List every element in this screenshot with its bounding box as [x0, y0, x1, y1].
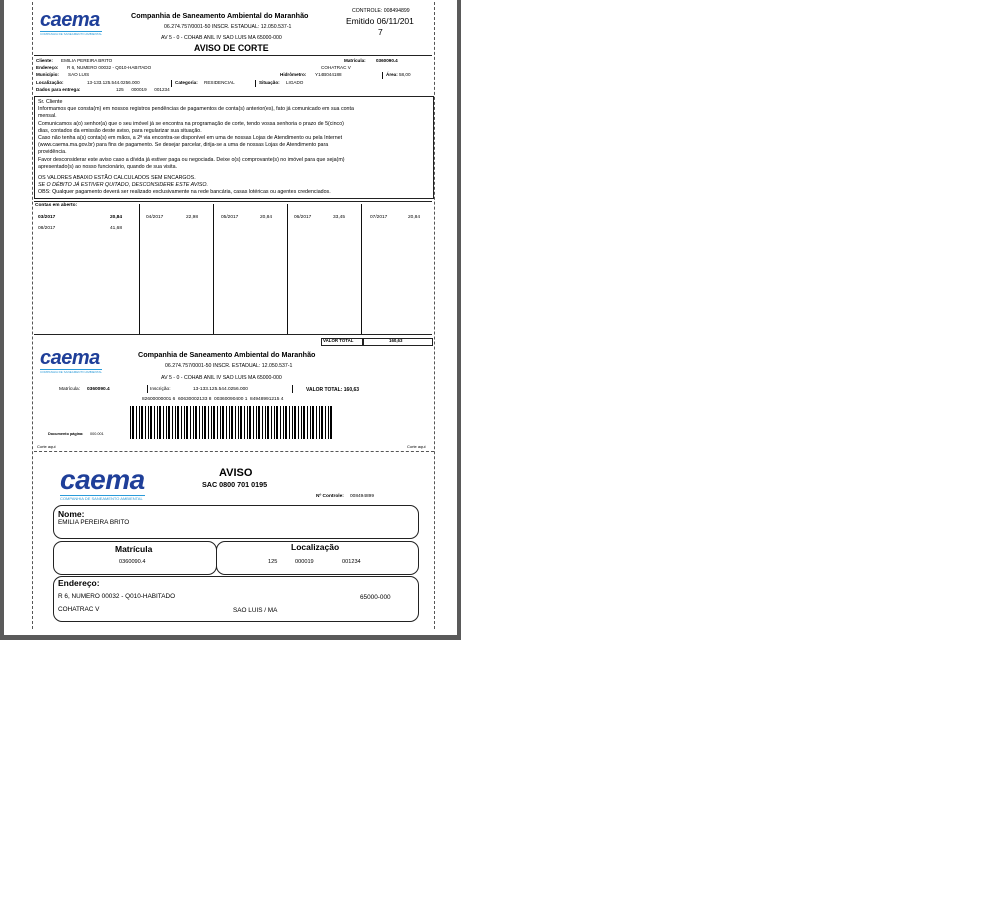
bills-col-divider: [213, 204, 214, 334]
bill-month: 06/2017: [294, 215, 312, 220]
loc-value-b: 000019: [295, 559, 314, 565]
bills-col-divider: [361, 204, 362, 334]
notice-cep: 65000-000: [360, 594, 391, 601]
nome-value: EMILIA PEREIRA BRITO: [58, 519, 130, 526]
caema-logo: [40, 347, 102, 374]
bill-month: 03/2017: [38, 215, 56, 220]
barcode-digits: 82600000001 6 60630002133 8 00360090400 1 84948991215 4: [142, 397, 284, 402]
notice-cidade: SAO LUIS / MA: [233, 607, 278, 614]
municipio-value: SAO LUIS: [68, 72, 90, 77]
bill-value: 41,68: [110, 226, 123, 231]
matricula-value: 0360090.4: [376, 58, 398, 63]
notice-controle-value: 008494899: [350, 494, 375, 499]
hidrometro-value: Y14B044188: [315, 72, 342, 77]
page-title: AVISO DE CORTE: [194, 43, 269, 53]
area-separator: [382, 72, 383, 79]
bill-value: 22,98: [186, 215, 199, 220]
message-line: Comunicamos a(o) senhor(a) que o seu imóvel já se encontra na programação de corte, tendo vossa senhoria o prazo de 5(cinco): [38, 120, 344, 127]
stub-company-address: AV 5 - 0 - COHAB ANIL IV SAO LUIS MA 65000-000: [161, 375, 282, 381]
stub-total: VALOR TOTAL: 160,63: [306, 387, 360, 393]
message-line: SE O DÉBITO JÁ ESTIVER QUITADO, DESCONSIDERE ESTE AVISO.: [38, 182, 209, 189]
total-label: VALOR TOTAL: [323, 338, 354, 343]
situacao-value: LIGADO: [286, 80, 304, 85]
notice-controle-label: Nº Controle:: [316, 494, 344, 499]
logo-subtext: COMPANHIA DE SANEAMENTO AMBIENTAL: [40, 370, 103, 374]
cliente-label: Cliente:: [36, 58, 53, 63]
categoria-separator: [171, 80, 172, 87]
bills-col-divider: [139, 204, 140, 334]
controle-number: CONTROLE: 008494899: [352, 8, 410, 14]
endereco-label: Endereço:: [36, 65, 59, 70]
municipio-label: Município:: [36, 72, 59, 77]
localizacao-value: 13-133.125.544.0256.000: [87, 80, 140, 85]
documento-value: 000.001: [90, 432, 104, 436]
categoria-label: Categoria:: [175, 80, 198, 85]
header-divider: [34, 55, 432, 56]
endereco-value: R 6, NUMERO 00032 - Q010-HABITADO: [67, 65, 152, 70]
stub-separator: [292, 385, 293, 393]
categoria-value: RESIDENCIAL: [204, 80, 235, 85]
bill-month: 07/2017: [370, 215, 388, 220]
logo-subtext: COMPANHIA DE SANEAMENTO AMBIENTAL: [40, 32, 103, 36]
bill-value: 20,84: [260, 215, 273, 220]
company-cnpj: 06.274.757/0001-50 INSCR. ESTADUAL: 12.050.537-1: [164, 24, 292, 30]
stub-matricula-label: Matrícula:: [59, 387, 81, 392]
situacao-label: Situação:: [259, 80, 280, 85]
stub-matricula-value: 0360090.4: [87, 387, 110, 392]
message-line: Informamos que consta(m) em nossos registros pendências de pagamentos de conta(s) anterior(es), fato já comunicado em sua conta: [38, 106, 354, 113]
bill-value: 20,84: [110, 215, 123, 220]
area-value: 58,00: [399, 72, 411, 77]
area-label: Área:: [386, 72, 398, 77]
message-line: OS VALORES ABAIXO ESTÃO CALCULADOS SEM ENCARGOS.: [38, 175, 196, 182]
document-viewer: [0, 0, 461, 640]
logo-subtext: COMPANHIA DE SANEAMENTO AMBIENTAL: [60, 496, 143, 501]
right-dashed-border: [434, 2, 435, 629]
message-line: providência.: [38, 149, 67, 156]
bairro-value: COHATRAC V: [321, 65, 351, 70]
bills-col-divider: [287, 204, 288, 334]
logo-text: caema: [40, 347, 100, 369]
notice-sac: SAC 0800 701 0195: [202, 480, 268, 489]
stub-company-cnpj: 06.274.757/0001-50 INSCR. ESTADUAL: 12.050.537-1: [165, 363, 293, 369]
bill-month: 05/2017: [221, 215, 239, 220]
stub-company-name: Companhia de Saneamento Ambiental do Maranhão: [138, 350, 316, 359]
stub-inscricao-label: Inscrição:: [150, 387, 171, 392]
message-line: mensal.: [38, 113, 57, 120]
cliente-value: EMILIA PEREIRA BRITO: [61, 58, 113, 63]
loc-value-a: 125: [268, 559, 278, 565]
situacao-separator: [255, 80, 256, 87]
stub-separator: [147, 385, 148, 393]
bills-top-line: [34, 201, 432, 202]
message-line: Caso não tenha a(s) conta(s) em mãos, a 2ª via encontra-se disponível em uma de nossas Lojas de Atendimento ou pela Internet: [38, 135, 343, 142]
loc-value-c: 001234: [342, 559, 361, 565]
company-name: Companhia de Saneamento Ambiental do Maranhão: [131, 11, 309, 20]
bills-label: Contas em aberto:: [35, 203, 78, 208]
total-value: 160,63: [389, 338, 403, 343]
bill-value: 20,84: [408, 215, 421, 220]
bills-bottom-line: [34, 334, 432, 335]
message-line: dias, contados da emissão deste aviso, para regularizar sua situação.: [38, 127, 202, 134]
corte-aqui-right: Corte aqui: [407, 444, 426, 449]
document-page: [4, 0, 457, 635]
message-line: OBS: Qualquer pagamento deverá ser realizado exclusivamente na rede bancária, casas lotéricas ou agentes credenciados.: [38, 189, 331, 196]
notice-matricula-label: Matrícula: [115, 544, 153, 554]
bill-month: 04/2017: [146, 215, 164, 220]
matricula-label: Matrícula:: [344, 58, 366, 63]
notice-message: [38, 99, 354, 197]
emitido-date-line2: 7: [378, 27, 383, 37]
entrega-value: 125 000019 001234: [116, 87, 170, 92]
hidrometro-label: Hidrômetro:: [280, 72, 307, 77]
stub-inscricao-value: 13-133.125.544.0256.000: [193, 387, 248, 392]
localizacao-label: Localização:: [36, 80, 64, 85]
notice-bairro: COHATRAC V: [58, 606, 100, 613]
entrega-label: Dados para entrega:: [36, 87, 81, 92]
message-line: (www.caema.ma.gov.br) para fins de pagamento. Se desejar parcelar, dirija-se a uma de nossas Lojas de Atendimento para: [38, 142, 329, 149]
caema-logo: [40, 9, 102, 36]
documento-label: Documento página:: [48, 432, 84, 436]
emitido-date-line1: Emitido 06/11/201: [346, 16, 414, 26]
notice-matricula-value: 0360090.4: [119, 559, 146, 565]
caema-logo: [60, 464, 145, 501]
left-dashed-border: [32, 2, 33, 629]
message-line: Favor desconsiderar este aviso caso a dívida já estiver paga ou negociada. Deixe o(s) comprovante(s) no imóvel para que seja(m): [38, 156, 345, 163]
bill-value: 33,45: [333, 215, 346, 220]
corte-aqui-left: Corte aqui: [37, 444, 56, 449]
message-line: apresentado(s) ao nosso funcionário, quando de sua visita.: [38, 163, 177, 170]
notice-localizacao-label: Localização: [291, 542, 340, 552]
nome-label: Nome:: [58, 509, 85, 519]
notice-endereco-value: R 6, NUMERO 00032 - Q010-HABITADO: [58, 593, 176, 600]
logo-text: caema: [40, 9, 100, 31]
payment-barcode: [130, 406, 334, 439]
company-address: AV 5 - 0 - COHAB ANIL IV SAO LUIS MA 65000-000: [161, 35, 282, 41]
notice-endereco-label: Endereço:: [58, 578, 100, 588]
bill-month: 08/2017: [38, 226, 56, 231]
logo-text: caema: [60, 464, 145, 495]
cut-line: [34, 451, 434, 452]
notice-title: AVISO: [219, 467, 253, 479]
message-line: Sr. Cliente: [38, 99, 63, 105]
